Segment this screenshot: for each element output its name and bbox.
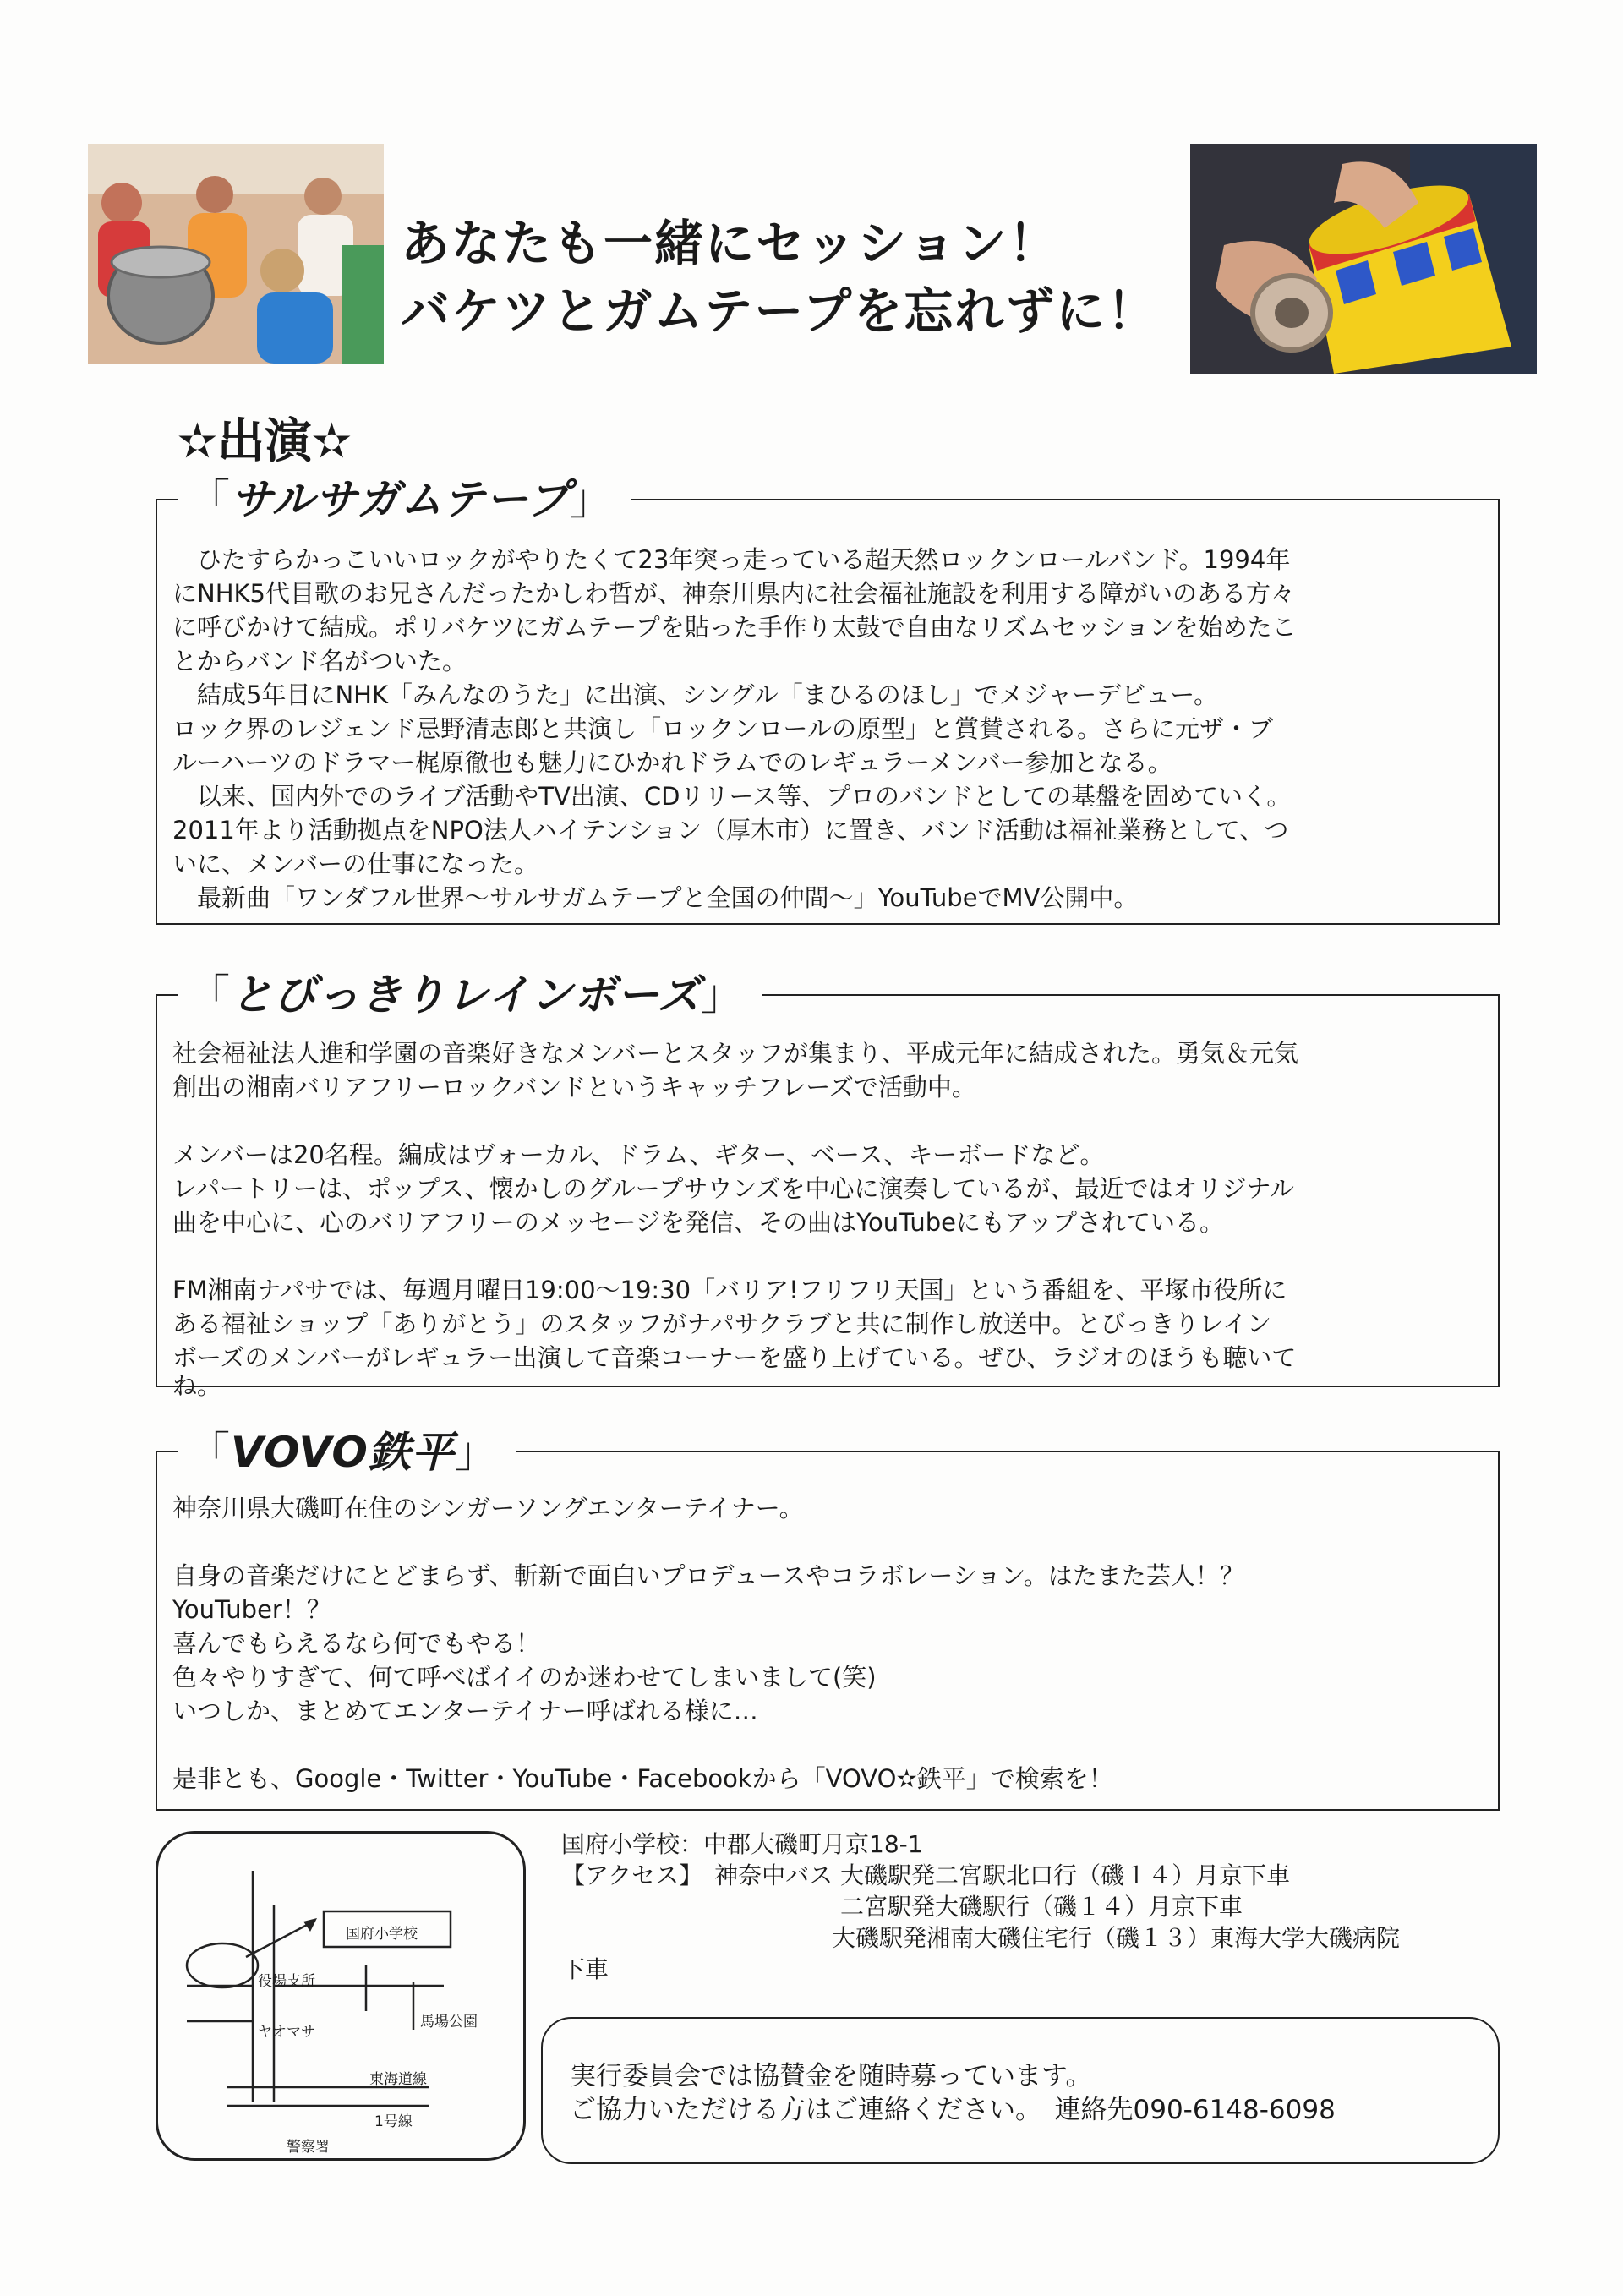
map-label-school: 国府小学校 <box>346 1926 418 1943</box>
description-line: YouTuber！？ <box>172 1595 331 1624</box>
bucket-drum-illustration <box>1190 144 1537 374</box>
description-line <box>172 1239 1298 1273</box>
title-close-bracket: 」 <box>454 1428 498 1477</box>
description-line: 色々やりすぎて、何て呼べばイイのか迷わせてしまいまして(笑) <box>172 1663 877 1692</box>
map-label-route-1: 1号線 <box>374 2113 413 2130</box>
description-line: に呼びかけて結成。ポリバケツにガムテープを貼った手作り太鼓で自由なリズムセッションを始めたこ <box>172 613 1297 642</box>
access-map <box>156 1831 526 2161</box>
description-line: FM湘南ナパサでは、毎週月曜日19:00～19:30「バリア!フリフリ天国」という番組を、平塚市役所に <box>172 1276 1287 1304</box>
band-title-tobikkiri-rainbows <box>178 970 762 1020</box>
band-performance-illustration <box>88 144 384 364</box>
description-line: レパートリーは、ポップス、懐かしのグループサウンズを中心に演奏しているが、最近ではオリジナル <box>172 1174 1295 1203</box>
description-line <box>172 1728 1244 1762</box>
map-drawing <box>158 1834 523 2158</box>
map-label-yaomasa: ヤオマサ <box>258 2024 315 2041</box>
headline-line-1: あなたも一緒にセッション！ <box>401 215 1059 272</box>
description-line: ルーハーツのドラマー梶原徹也も魅力にひかれドラムでのレギュラーメンバー参加となる。 <box>172 748 1172 777</box>
band-name: とびっきりレインボーズ <box>231 970 701 1020</box>
access-line: 【アクセス】 神奈中バス 大磯駅発二宮駅北口行（磯１４）月京下車 <box>561 1861 1291 1889</box>
sponsorship-notice-text <box>570 2059 1336 2127</box>
description-line: 喜んでもらえるなら何でもやる！ <box>172 1629 541 1658</box>
description-line: 社会福祉法人進和学園の音楽好きなメンバーとスタッフが集まり、平成元年に結成された。勇気＆元気 <box>172 1039 1298 1068</box>
description-line: いに、メンバーの仕事になった。 <box>172 850 538 878</box>
description-line: にNHK5代目歌のお兄さんだったかしわ哲が、神奈川県内に社会福祉施設を利用する障がいのある方々 <box>172 579 1295 608</box>
description-line: ひたすらかっこいいロックがやりたくて23年突っ走っている超天然ロックンロールバンド。1994年 <box>172 545 1291 574</box>
access-line: 下車 <box>561 1955 609 1983</box>
venue-address <box>561 1829 1400 1985</box>
description-line: 最新曲「ワンダフル世界～サルサガムテープと全国の仲間～」YouTubeでMV公開中。 <box>172 883 1139 912</box>
band-performance-photo <box>88 144 384 364</box>
map-label-park: 馬場公園 <box>420 2014 478 2031</box>
description-line: 是非とも、Google・Twitter・YouTube・Facebookから「VOVO✫鉄平」で検索を！ <box>172 1764 1113 1793</box>
description-line: 自身の音楽だけにとどまらず、斬新で面白いプロデュースやコラボレーション。はたまた芸人！？ <box>172 1561 1244 1590</box>
headline-line-2: バケツとガムテープを忘れずに！ <box>401 282 1158 340</box>
description-line <box>172 1525 1244 1559</box>
description-line: ある福祉ショップ「ありがとう」のスタッフがナパサクラブと共に制作し放送中。とびっきりレイン <box>172 1309 1272 1338</box>
description-line: 以来、国内外でのライブ活動やTV出演、CDリリース等、プロのバンドとしての基盤を固めていく。 <box>172 782 1292 811</box>
description-line: ロック界のレジェンド忌野清志郎と共演し「ロックンロールの原型」と賞賛される。さらに元ザ・ブ <box>172 714 1273 743</box>
notice-contact-line: ご協力いただける方はご連絡ください。 連絡先090-6148-6098 <box>570 2095 1336 2125</box>
band-description-salsa-gumtape <box>172 543 1297 915</box>
title-open-bracket: 「 <box>188 970 231 1020</box>
bucket-drum-photo <box>1190 144 1537 374</box>
description-line: 神奈川県大磯町在住のシンガーソングエンターテイナー。 <box>172 1494 804 1522</box>
map-label-police: 警察署 <box>287 2139 330 2156</box>
band-title-salsa-gumtape <box>178 475 631 524</box>
access-line: 二宮駅発大磯駅行（磯１４）月京下車 <box>840 1893 1243 1921</box>
title-open-bracket: 「 <box>188 475 231 524</box>
title-close-bracket: 」 <box>701 970 744 1020</box>
band-description-vovo-teppei <box>172 1491 1244 1796</box>
description-line: いつしか、まとめてエンターテイナー呼ばれる様に… <box>172 1697 758 1725</box>
description-line: とからバンド名がついた。 <box>172 647 467 675</box>
description-line <box>172 1104 1298 1138</box>
description-line: ボーズのメンバーがレギュラー出演して音楽コーナーを盛り上げている。ぜひ、ラジオのほうも聴いて <box>172 1343 1297 1372</box>
band-name: VOVO鉄平 <box>231 1428 455 1477</box>
map-label-town-office: 役場支所 <box>258 1973 315 1990</box>
band-name: サルサガムテープ <box>231 475 570 524</box>
description-line: 2011年より活動拠点をNPO法人ハイテンション（厚木市）に置き、バンド活動は福祉業務として、つ <box>172 816 1289 845</box>
band-title-vovo-teppei <box>178 1428 516 1477</box>
performers-heading: ✫出演✫ <box>178 414 352 469</box>
description-line: ね。 <box>172 1371 222 1400</box>
event-headline <box>401 210 1178 345</box>
description-line: 創出の湘南バリアフリーロックバンドというキャッチフレーズで活動中。 <box>172 1073 976 1102</box>
band-description-tobikkiri-rainbows <box>172 1036 1298 1400</box>
map-label-tokaido-line: 東海道線 <box>369 2071 427 2088</box>
access-line: 大磯駅発湘南大磯住宅行（磯１３）東海大学大磯病院 <box>832 1924 1401 1952</box>
description-line: メンバーは20名程。編成はヴォーカル、ドラム、ギター、ベース、キーボードなど。 <box>172 1140 1105 1169</box>
notice-line: 実行委員会では協賛金を随時募っています。 <box>570 2061 1092 2091</box>
title-close-bracket: 」 <box>570 475 613 524</box>
address-line: 国府小学校：中郡大磯町月京18-1 <box>561 1830 923 1858</box>
description-line: 結成5年目にNHK「みんなのうた」に出演、シングル「まひるのほし」でメジャーデビュー。 <box>172 681 1219 709</box>
description-line: 曲を中心に、心のバリアフリーのメッセージを発信、その曲はYouTubeにもアップされている。 <box>172 1208 1224 1237</box>
title-open-bracket: 「 <box>188 1428 231 1477</box>
